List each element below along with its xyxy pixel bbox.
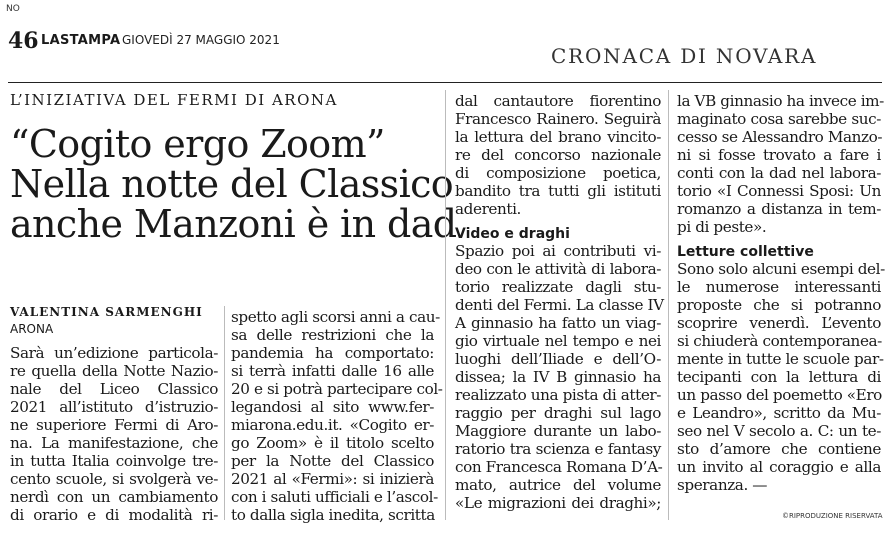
body-line: sto d’amore che contiene	[677, 440, 881, 458]
body-line: la VB ginnasio ha invece im-	[677, 92, 884, 110]
body-line: luoghi dell’Iliade e dell’O-	[455, 350, 661, 368]
body-line: bandito tra tutti gli istituti	[455, 182, 661, 200]
body-line: «Le migrazioni dei draghi»;	[455, 494, 661, 512]
body-line: go Zoom» è il titolo scelto	[231, 434, 434, 452]
header-rule	[8, 82, 882, 83]
body-column-4	[677, 92, 885, 494]
body-line: di orario e di modalità ri-	[10, 506, 218, 524]
body-line: si terrà infatti dalle 16 alle	[231, 362, 434, 380]
body-line: dal cantautore fiorentino	[455, 92, 661, 110]
body-line: e Leandro», scritto da Mu-	[677, 404, 881, 422]
body-line: Maggiore durante un labo-	[455, 422, 661, 440]
body-line: to dalla sigla inedita, scritta	[231, 506, 435, 524]
page-corner-label: NO	[6, 4, 20, 14]
issue-date: GIOVEDÌ 27 MAGGIO 2021	[122, 33, 280, 47]
article-kicker: L’INIZIATIVA DEL FERMI DI ARONA	[10, 91, 338, 109]
body-line: torio realizzate dagli stu-	[455, 278, 661, 296]
body-column-3	[455, 92, 664, 512]
body-line: torio «I Connessi Sposi: Un	[677, 182, 881, 200]
article-author: VALENTINA SARMENGHI	[10, 305, 203, 319]
title-line: anche Manzoni è in dad	[10, 202, 457, 246]
body-line: 2021 al «Fermi»: si inizierà	[231, 470, 434, 488]
body-column-1	[10, 344, 218, 524]
body-line: ne superiore Fermi di Aro-	[10, 416, 218, 434]
body-line: Sarà un’edizione particola-	[10, 344, 218, 362]
body-line: dissea; la IV B ginnasio ha	[455, 368, 661, 386]
page-number: 46	[8, 28, 39, 54]
body-line: 2021 all’istituto d’istruzio-	[10, 398, 218, 416]
body-line: Francesco Rainero. Seguirà	[455, 110, 661, 128]
body-line: romanzo a distanza in tem-	[677, 200, 881, 218]
body-line: re quella della Notte Nazio-	[10, 362, 218, 380]
article-dateline: ARONA	[10, 322, 54, 336]
body-line: per la Notte del Classico	[231, 452, 434, 470]
body-line: re del concorso nazionale	[455, 146, 661, 164]
body-line: deo con le attività di labora-	[455, 260, 661, 278]
newspaper-masthead: LASTAMPA	[41, 33, 121, 48]
body-line: un passo del poemetto «Ero	[677, 386, 882, 404]
body-line: ratorio tra scienza e fantasy	[455, 440, 661, 458]
section-title: CRONACA DI NOVARA	[551, 44, 818, 68]
body-line: la lettura del brano vincito-	[455, 128, 661, 146]
body-line: maginato cosa sarebbe suc-	[677, 110, 881, 128]
title-line: “Cogito ergo Zoom”	[10, 122, 385, 166]
body-line: cento scuole, si svolgerà ve-	[10, 470, 218, 488]
body-line: si chiuderà contemporanea-	[677, 332, 882, 350]
body-column-2	[231, 308, 443, 524]
body-line: miarona.edu.it. «Cogito er-	[231, 416, 434, 434]
body-line: raggio per draghi sul lago	[455, 404, 661, 422]
body-line: proposte che si potranno	[677, 296, 881, 314]
body-line: con i saluti ufficiali e l’ascol-	[231, 488, 438, 506]
body-line: gio virtuale nel tempo e nei	[455, 332, 661, 350]
body-line: mato, autrice del volume	[455, 476, 661, 494]
body-line: denti del Fermi. La classe IV	[455, 296, 664, 314]
body-line: sa delle restrizioni che la	[231, 326, 434, 344]
body-line: seo nel V secolo a. C: un te-	[677, 422, 881, 440]
body-line: nale del Liceo Classico	[10, 380, 218, 398]
body-line: speranza. —	[677, 476, 768, 494]
body-line: 20 e si potrà partecipare col-	[231, 380, 443, 398]
column-divider	[668, 90, 669, 520]
body-line: in tutta Italia coinvolge tre-	[10, 452, 218, 470]
subheading: Video e draghi	[455, 226, 570, 242]
body-line: scoprire venerdì. L’evento	[677, 314, 881, 332]
body-line: di composizione poetica,	[455, 164, 661, 182]
body-line: pandemia ha comportato:	[231, 344, 434, 362]
title-line: Nella notte del Classico	[10, 162, 454, 206]
body-line: na. La manifestazione, che	[10, 434, 218, 452]
body-line: conti con la dad nel labora-	[677, 164, 881, 182]
body-line: con Francesca Romana D’A-	[455, 458, 663, 476]
column-divider	[445, 90, 446, 520]
body-line: spetto agli scorsi anni a cau-	[231, 308, 440, 326]
article-title	[10, 124, 456, 244]
body-line: legandosi al sito www.fer-	[231, 398, 434, 416]
body-line: ni si fosse trovato a fare i	[677, 146, 881, 164]
body-line: mente in tutte le scuole par-	[677, 350, 884, 368]
body-line: Spazio poi ai contributi vi-	[455, 242, 661, 260]
column-divider	[224, 306, 225, 520]
body-line: Sono solo alcuni esempi del-	[677, 260, 885, 278]
body-line: nerdì con un cambiamento	[10, 488, 218, 506]
body-line: un invito al coraggio e alla	[677, 458, 881, 476]
body-line: le numerose interessanti	[677, 278, 881, 296]
body-line: cesso se Alessandro Manzo-	[677, 128, 883, 146]
subheading: Letture collettive	[677, 244, 814, 260]
body-line: pi di peste».	[677, 218, 767, 236]
body-line: A ginnasio ha fatto un viag-	[455, 314, 661, 332]
reproduction-notice: ©RIPRODUZIONE RISERVATA	[782, 512, 883, 520]
body-line: aderenti.	[455, 200, 521, 218]
body-line: realizzato una pista di atter-	[455, 386, 662, 404]
body-line: tecipanti con la lettura di	[677, 368, 881, 386]
